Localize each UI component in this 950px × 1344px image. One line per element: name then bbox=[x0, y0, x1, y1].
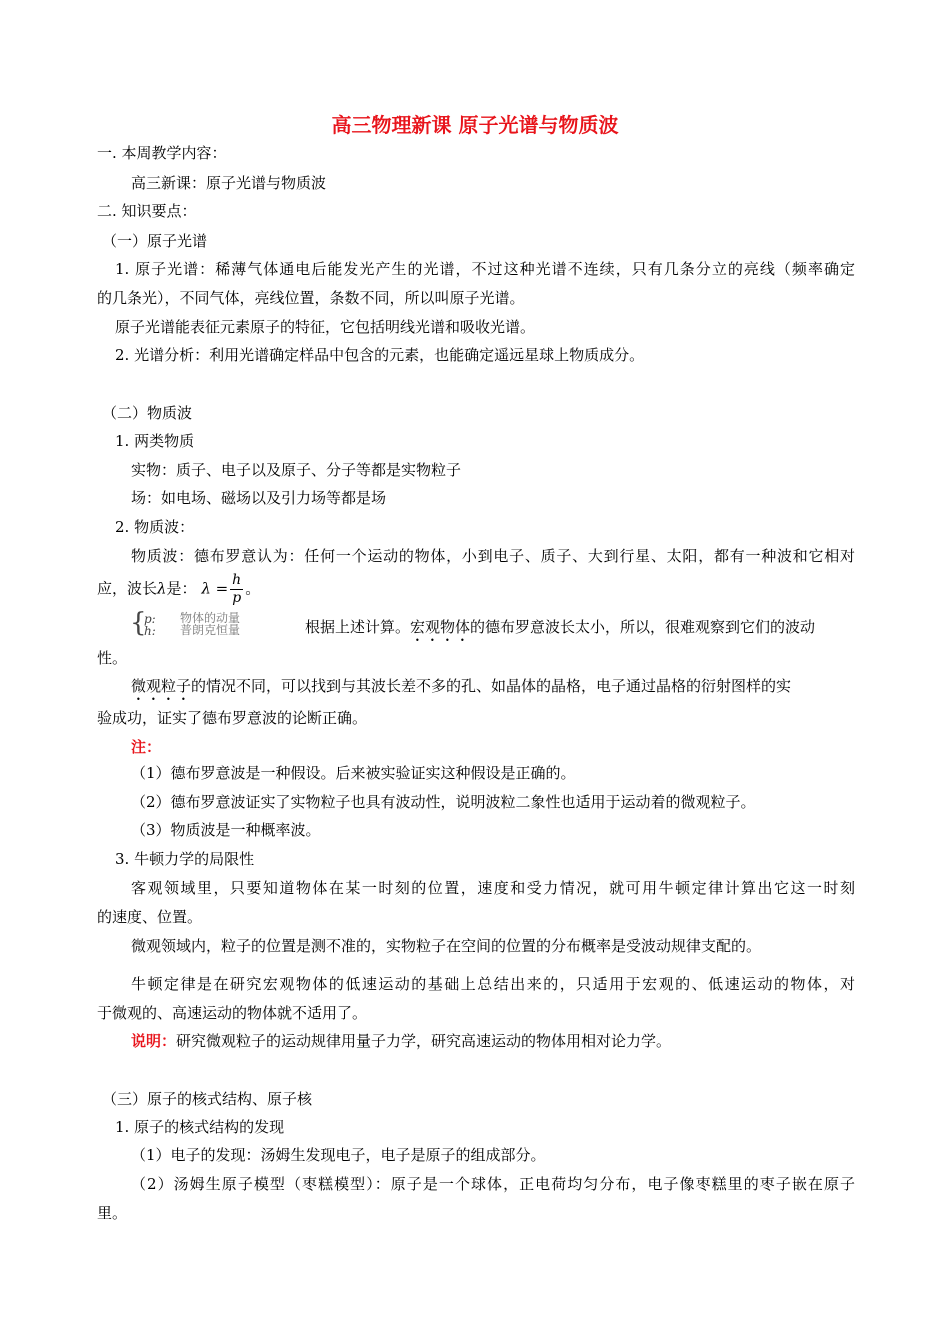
explanation-line bbox=[131, 1031, 671, 1051]
subsection-heading-atomic-spectrum: （一）原子光谱 bbox=[102, 232, 208, 250]
explanation-label: 说明： bbox=[131, 1032, 177, 1050]
paragraph-line: 1. 原子的核式结构的发现 bbox=[115, 1118, 285, 1136]
emphasis-text: 宏观物体 bbox=[410, 618, 471, 636]
paragraph-line: 牛顿定律是在研究宏观物体的低速运动的基础上总结出来的，只适用于宏观的、低速运动的物体，对 bbox=[131, 975, 855, 993]
paragraph-line: 客观领域里，只要知道物体在某一时刻的位置，速度和受力情况，就可用牛顿定律计算出它这一时刻 bbox=[131, 879, 855, 897]
explanation-text: 研究微观粒子的运动规律用量子力学，研究高速运动的物体用相对论力学。 bbox=[176, 1032, 672, 1050]
emphasis-text: 微观粒子 bbox=[131, 677, 192, 695]
paragraph-line: 物质波：德布罗意认为：任何一个运动的物体，小到电子、质子、大到行星、太阳，都有一种波和它相对 bbox=[131, 547, 855, 565]
subsection-heading-nuclear-structure: （三）原子的核式结构、原子核 bbox=[102, 1090, 313, 1108]
note-item: （1）德布罗意波是一种假设。后来被实验证实这种假设是正确的。 bbox=[131, 764, 576, 782]
paragraph-line: （1）电子的发现：汤姆生发现电子，电子是原子的组成部分。 bbox=[131, 1146, 546, 1164]
legend-symbol: p: bbox=[144, 612, 156, 626]
page-title: 高三物理新课 原子光谱与物质波 bbox=[331, 113, 619, 137]
formula-mid: 是： bbox=[166, 579, 197, 598]
paragraph-line: 性。 bbox=[97, 649, 128, 667]
paragraph-line: 场：如电场、磁场以及引力场等都是场 bbox=[131, 489, 387, 507]
legend-symbols bbox=[144, 613, 156, 637]
paragraph-line: 2. 光谱分析：利用光谱确定样品中包含的元素，也能确定遥远星球上物质成分。 bbox=[115, 346, 645, 364]
paragraph-line: 的几条光），不同气体，亮线位置，条数不同，所以叫原子光谱。 bbox=[97, 289, 525, 307]
text-span: 根据上述计算。 bbox=[305, 618, 411, 636]
note-item: （2）德布罗意波证实了实物粒子也具有波动性，说明波粒二象性也适用于运动着的微观粒子。 bbox=[131, 793, 756, 811]
paragraph-line: 1. 原子光谱：稀薄气体通电后能发光产生的光谱，不过这种光谱不连续，只有几条分立的亮线（频率确定 bbox=[115, 260, 855, 278]
section-heading-1: 一. 本周教学内容： bbox=[97, 144, 227, 162]
fraction-numerator: h bbox=[232, 572, 242, 588]
legend-symbol: h: bbox=[144, 624, 156, 638]
paragraph-line: （2）汤姆生原子模型（枣糕模型）：原子是一个球体，正电荷均匀分布，电子像枣糕里的枣子嵌在原子 bbox=[131, 1175, 855, 1193]
formula-end: 。 bbox=[245, 579, 261, 598]
paragraph-line: 验成功，证实了德布罗意波的论断正确。 bbox=[97, 709, 368, 727]
section-1-body: 高三新课：原子光谱与物质波 bbox=[131, 174, 327, 192]
paragraph-line bbox=[305, 617, 815, 645]
symbol-legend bbox=[130, 608, 300, 638]
text-span: 的情况不同，可以找到与其波长差不多的孔、如晶体的晶格，电子通过晶格的衍射图样的实 bbox=[191, 677, 792, 695]
paragraph-line: 于微观的、高速运动的物体就不适用了。 bbox=[97, 1004, 368, 1022]
paragraph-line: 的速度、位置。 bbox=[97, 908, 203, 926]
note-item: （3）物质波是一种概率波。 bbox=[131, 821, 321, 839]
lambda-symbol: λ bbox=[157, 579, 167, 598]
paragraph-line: 2. 物质波： bbox=[115, 518, 195, 536]
fraction-h-over-p bbox=[230, 572, 243, 607]
fraction-denominator: p bbox=[232, 590, 242, 606]
wavelength-formula-line bbox=[97, 572, 260, 607]
brace-glyph: { bbox=[130, 608, 147, 638]
formula-lhs: λ = bbox=[201, 579, 229, 598]
section-heading-2: 二. 知识要点： bbox=[97, 202, 197, 220]
legend-descriptions bbox=[180, 612, 240, 636]
paragraph-line: 3. 牛顿力学的局限性 bbox=[115, 850, 255, 868]
paragraph-line: 里。 bbox=[97, 1204, 128, 1222]
paragraph-line bbox=[131, 676, 791, 704]
formula-prefix: 应，波长 bbox=[97, 579, 158, 598]
paragraph-line: 实物：质子、电子以及原子、分子等都是实物粒子 bbox=[131, 461, 462, 479]
note-label: 注： bbox=[131, 738, 162, 756]
legend-description: 物体的动量 bbox=[180, 611, 241, 625]
text-span: 的德布罗意波长太小，所以，很难观察到它们的波动 bbox=[470, 618, 816, 636]
paragraph-line: 原子光谱能表征元素原子的特征，它包括明线光谱和吸收光谱。 bbox=[115, 318, 536, 336]
subsection-heading-matter-wave: （二）物质波 bbox=[102, 404, 193, 422]
legend-description: 普朗克恒量 bbox=[180, 623, 241, 637]
paragraph-line: 1. 两类物质 bbox=[115, 432, 195, 450]
paragraph-line: 微观领域内，粒子的位置是测不准的，实物粒子在空间的位置的分布概率是受波动规律支配的。 bbox=[131, 937, 762, 955]
